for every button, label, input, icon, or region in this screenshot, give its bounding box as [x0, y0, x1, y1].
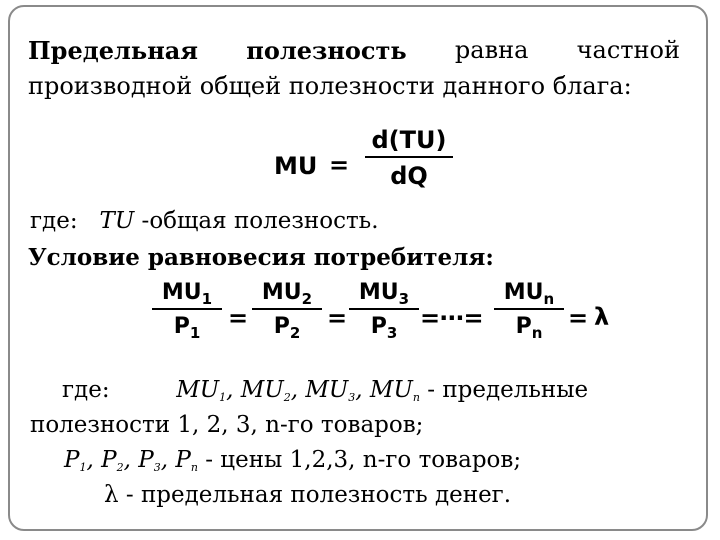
- fraction-n-num-sub: n: [543, 290, 555, 308]
- formula-1-fraction: [365, 128, 453, 188]
- mu-3-sub: 3: [348, 391, 356, 404]
- fraction-2-num-sub: 2: [301, 290, 313, 308]
- fraction-1-num: MU: [161, 280, 202, 305]
- fraction-3-num: MU: [358, 280, 399, 305]
- formula-2-fraction-2: [252, 280, 322, 342]
- mu-1: MU: [176, 377, 220, 403]
- fraction-1-den: P: [173, 314, 190, 339]
- p-n: P: [175, 447, 191, 473]
- mu-2-sub: 2: [283, 391, 291, 404]
- fraction-2-num: MU: [261, 280, 302, 305]
- fraction-3-den: P: [370, 314, 387, 339]
- paragraph-1-line-2: производной общей полезности данного блага:: [28, 72, 632, 100]
- paragraph-1-line-1: [28, 36, 680, 65]
- where-1-text: -общая полезность.: [134, 208, 379, 234]
- prices-tail: - цены 1,2,3, n-го товаров;: [197, 447, 522, 473]
- fraction-2-den: P: [273, 314, 290, 339]
- fraction-2-den-sub: 2: [289, 324, 301, 342]
- where-2-tail: - предельные: [419, 377, 589, 403]
- p-1: P: [64, 447, 80, 473]
- formula-2-fraction-n: [494, 280, 564, 342]
- p-sep-3: ,: [160, 447, 169, 473]
- fraction-bar: [252, 308, 322, 310]
- where-1-line: [30, 208, 379, 234]
- fraction-n-num: MU: [503, 280, 544, 305]
- fraction-bar: [494, 308, 564, 310]
- where-1-prefix: где:: [30, 208, 78, 234]
- mu-sep-2: ,: [290, 377, 299, 403]
- formula-2-fraction-3: [349, 280, 419, 342]
- p-1-sub: 1: [79, 461, 87, 474]
- word-predelnaya: Предельная: [28, 36, 199, 65]
- p-2-sub: 2: [116, 461, 124, 474]
- mu-1-sub: 1: [219, 391, 227, 404]
- p-3: P: [138, 447, 154, 473]
- where-2-prefix: где:: [62, 377, 110, 403]
- fraction-bar: [365, 156, 453, 158]
- formula-2-lambda: λ: [594, 303, 610, 331]
- mu-n-sub: n: [412, 391, 420, 404]
- formula-1-lhs: MU: [274, 152, 318, 180]
- where-2-line-2: полезности 1, 2, 3, n-го товаров;: [30, 412, 424, 438]
- where-2-prices-line: [64, 447, 521, 473]
- formula-1-equals: =: [329, 151, 350, 179]
- fraction-n-den-sub: n: [531, 324, 543, 342]
- word-poleznost: полезность: [246, 36, 407, 65]
- where-1-symbol: TU: [99, 208, 135, 234]
- mu-n: MU: [369, 377, 413, 403]
- formula-2-equals-2: =: [327, 304, 348, 332]
- p-sep-2: ,: [123, 447, 131, 473]
- p-n-sub: n: [190, 461, 198, 474]
- formula-1-numerator: d(TU): [371, 126, 447, 154]
- mu-sep-3: ,: [355, 377, 363, 403]
- word-ravna: равна: [454, 36, 529, 64]
- fraction-3-den-sub: 3: [386, 324, 398, 342]
- heading-equilibrium: Условие равновесия потребителя:: [28, 244, 494, 271]
- word-chastnoy: частной: [576, 36, 680, 64]
- formula-2-fraction-1: [152, 280, 222, 342]
- mu-3: MU: [305, 377, 349, 403]
- fraction-3-num-sub: 3: [398, 290, 410, 308]
- formula-1-denominator: dQ: [390, 162, 428, 190]
- mu-2: MU: [240, 377, 284, 403]
- p-sep-1: ,: [86, 447, 94, 473]
- p-3-sub: 3: [153, 461, 161, 474]
- formula-2-ellipsis-equals: =···=: [420, 304, 483, 332]
- fraction-1-den-sub: 1: [189, 324, 201, 342]
- fraction-bar: [152, 308, 222, 310]
- mu-sep-1: ,: [226, 377, 234, 403]
- formula-2-equals-1: =: [228, 304, 249, 332]
- p-2: P: [101, 447, 117, 473]
- lambda-definition: λ - предельная полезность денег.: [104, 482, 512, 508]
- fraction-1-num-sub: 1: [201, 290, 213, 308]
- where-2-line-1: [62, 377, 588, 403]
- fraction-bar: [349, 308, 419, 310]
- fraction-n-den: P: [515, 314, 532, 339]
- formula-2-equals-lambda: =: [568, 304, 589, 332]
